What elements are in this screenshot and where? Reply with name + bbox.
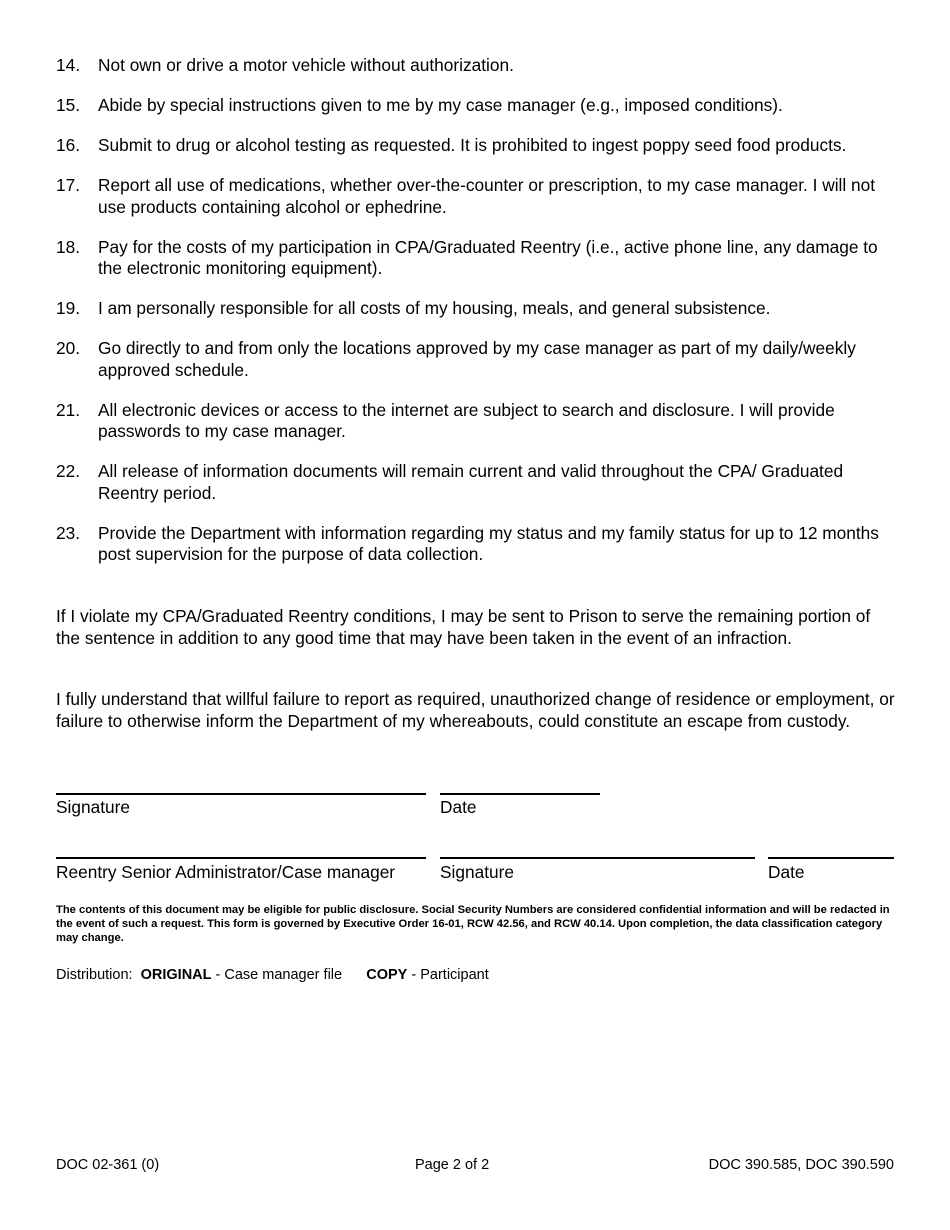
- condition-number: 22.: [56, 461, 81, 481]
- admin-signature-line[interactable]: [440, 857, 755, 859]
- participant-signature-line[interactable]: [56, 793, 426, 795]
- condition-number: 18.: [56, 236, 81, 257]
- condition-number: 14.: [56, 55, 81, 75]
- distribution-copy-desc: - Participant: [407, 967, 489, 983]
- condition-text: I am personally responsible for all costs of my housing, meals, and general subsistence.: [98, 298, 771, 318]
- condition-item: [56, 237, 896, 280]
- condition-text: Provide the Department with information regarding my status and my family status for up to 12 months post supervision for the purpose of data collection.: [98, 522, 879, 564]
- form-number: DOC 02-361 (0): [56, 1157, 160, 1173]
- participant-date-line[interactable]: [440, 793, 600, 795]
- condition-text: All electronic devices or access to the internet are subject to search and disclosure. I will provide passwords to my case manager.: [98, 399, 835, 441]
- condition-text: All release of information documents will remain current and valid throughout the CPA/ Graduated Reentry period.: [98, 461, 844, 503]
- admin-signature-label: Signature: [440, 862, 514, 882]
- condition-text: Pay for the costs of my participation in CPA/Graduated Reentry (i.e., active phone line, any damage to the electronic monitoring equipment).: [98, 236, 878, 278]
- condition-item: [56, 55, 896, 77]
- distribution-line: [56, 966, 489, 984]
- condition-text: Not own or drive a motor vehicle without authorization.: [98, 55, 514, 75]
- escape-paragraph: I fully understand that willful failure to report as required, unauthorized change of residence or employment, or failure to otherwise inform the Department of my whereabouts, could constitute an escape from custody.: [56, 689, 895, 731]
- condition-text: Report all use of medications, whether over-the-counter or prescription, to my case manager. I will not use products containing alcohol or ephedrine.: [98, 175, 876, 217]
- conditions-list: [56, 55, 896, 584]
- admin-date-line[interactable]: [768, 857, 894, 859]
- condition-item: [56, 298, 896, 320]
- condition-item: [56, 523, 896, 566]
- condition-number: 15.: [56, 95, 81, 115]
- condition-text: Abide by special instructions given to me by my case manager (e.g., imposed conditions).: [98, 95, 783, 115]
- participant-signature-label: Signature: [56, 797, 130, 817]
- condition-text: Submit to drug or alcohol testing as requested. It is prohibited to ingest poppy seed food products.: [98, 135, 847, 155]
- policy-reference: DOC 390.585, DOC 390.590: [708, 1157, 894, 1173]
- condition-number: 19.: [56, 298, 81, 318]
- condition-number: 17.: [56, 175, 81, 195]
- administrator-label: Reentry Senior Administrator/Case manager: [56, 862, 396, 882]
- distribution-label: Distribution:: [56, 967, 141, 983]
- violation-paragraph: If I violate my CPA/Graduated Reentry conditions, I may be sent to Prison to serve the remaining portion of the sentence in addition to any good time that may have been taken in the event of an infraction.: [56, 606, 871, 648]
- distribution-copy: COPY: [366, 967, 408, 983]
- condition-item: [56, 338, 896, 381]
- administrator-name-line[interactable]: [56, 857, 426, 859]
- page-number: Page 2 of 2: [415, 1157, 490, 1173]
- admin-date-label: Date: [768, 862, 805, 882]
- condition-number: 16.: [56, 135, 81, 155]
- condition-number: 20.: [56, 338, 81, 358]
- condition-item: [56, 400, 896, 443]
- condition-item: [56, 461, 896, 504]
- condition-item: [56, 135, 896, 157]
- condition-item: [56, 95, 896, 117]
- disclosure-notice: The contents of this document may be eligible for public disclosure. Social Security Numbers are considered confidential information and will be redacted in the event of such a request. This form is governed by Executive Order 16-01, RCW 42.56, and RCW 40.14. Upon completion, the data classification category may change.: [56, 904, 890, 944]
- condition-number: 21.: [56, 399, 81, 420]
- condition-text: Go directly to and from only the locations approved by my case manager as part of my daily/weekly approved schedule.: [98, 338, 856, 380]
- distribution-original-desc: - Case manager file: [211, 967, 367, 983]
- condition-item: [56, 175, 896, 218]
- participant-date-label: Date: [440, 797, 477, 817]
- condition-number: 23.: [56, 522, 81, 543]
- distribution-original: ORIGINAL: [140, 967, 212, 983]
